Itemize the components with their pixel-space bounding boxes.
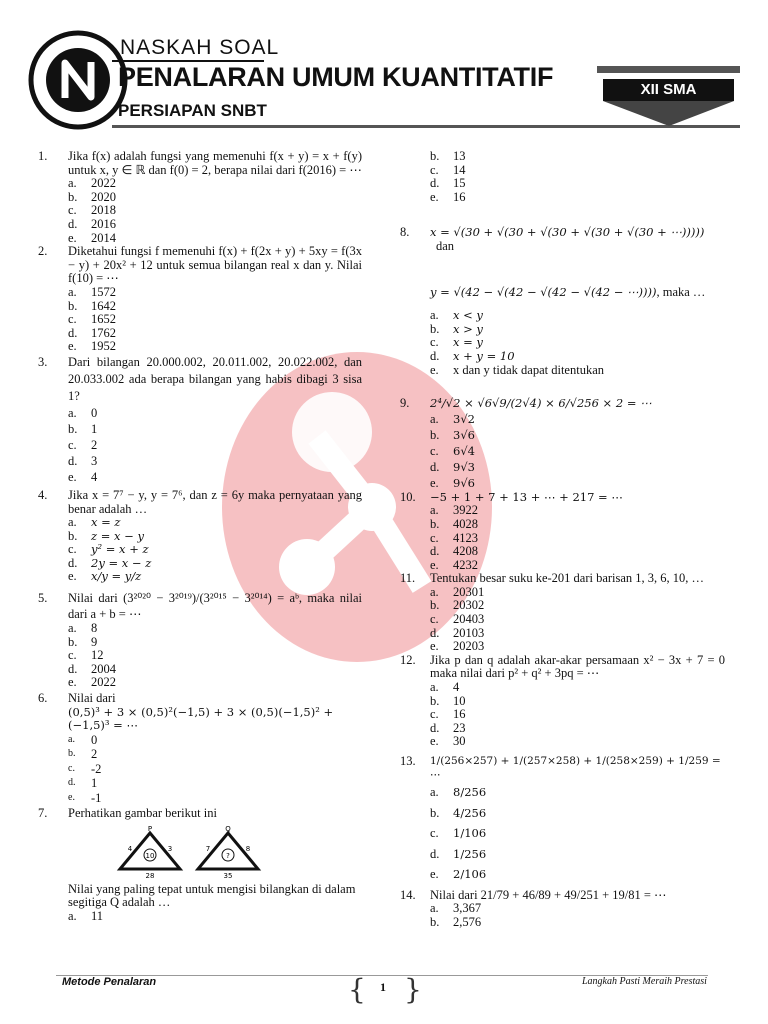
question-number: 9. [400,396,410,411]
option [430,599,725,613]
question-number: 8. [400,225,410,240]
option-letter: c. [68,542,77,557]
option-letter: a. [68,176,77,191]
question-3 [38,354,362,405]
option [430,459,725,475]
question-2 [38,245,362,286]
question-expression: (−1,5)³ = ⋯ [68,718,138,733]
option-letter: e. [430,639,439,654]
option [430,411,725,427]
option-text: 4 [91,469,98,484]
option-text: y² = x + z [91,542,149,557]
option [430,350,725,364]
question-text: Nilai dari (3²⁰²⁰ − 3²⁰¹⁹)/(3²⁰¹⁵ − 3²⁰¹⁴) = aᵇ, maka nilai dari a + b = ⋯ [68,591,362,622]
fig-p-bottom: 28 [145,871,155,880]
question-number: 1. [38,149,48,163]
option-text: 2020 [91,189,116,204]
right-column [400,150,725,929]
option-letter: b. [430,693,440,708]
indent [38,883,68,910]
option [68,191,362,205]
options-3 [68,405,362,485]
question-text: , maka … [656,284,706,299]
question-number: 14. [400,887,416,902]
series-label: NASKAH SOAL [120,36,280,59]
option-letter: a. [430,411,439,426]
option [430,613,725,627]
question-body [430,226,725,253]
footer-right-text: Langkah Pasti Meraih Prestasi [582,976,707,987]
options-4 [68,516,362,584]
option-letter: b. [68,189,78,204]
option-letter: d. [68,777,76,789]
question-expression: (0,5)³ + 3 × (0,5)²(−1,5) + 3 × (0,5)(−1,5)² + [68,704,334,719]
options-7 [68,910,362,924]
option [68,622,362,636]
option [430,191,725,205]
option-letter: e. [68,791,75,803]
question-6 [38,692,362,733]
option-text: 1952 [91,339,116,354]
option-text: 1642 [91,298,116,313]
option [68,910,362,924]
option [430,443,725,459]
option-text: 10 [453,693,466,708]
option-text: 2016 [91,216,116,231]
option-letter: b. [430,149,440,163]
option-letter: a. [430,680,439,695]
question-text: 1/(256×257) + 1/(257×258) + 1/(258×259) + 1/259 = ⋯ [430,755,721,781]
option [68,663,362,677]
option [68,405,362,421]
option-letter: b. [430,427,440,442]
question-9 [400,397,725,411]
option-letter: c. [430,162,439,177]
option-letter: e. [68,569,77,584]
option [68,676,362,690]
page-number: 1 [380,980,386,994]
option-text: 1/106 [453,826,487,841]
question-text: −5 + 1 + 7 + 13 + ⋯ + 217 = ⋯ [430,489,623,504]
grade-label: XII SMA [603,79,734,101]
option-letter: b. [68,298,78,313]
option-text: 23 [453,720,466,735]
option [68,791,362,806]
question-number: 10. [400,489,416,504]
option-text: x = z [91,515,121,530]
option [430,586,725,600]
fig-q-label: Q [225,824,231,833]
option [430,545,725,559]
option [430,559,725,573]
left-brace-icon: { [348,973,366,1006]
option-letter: e. [430,734,439,749]
question-text: Dari bilangan 20.000.002, 20.011.002, 20.022.002, dan 20.033.002 ada berapa bilangan yang habis dibagi 3 sisa 1? [68,354,362,403]
option-letter: c. [430,707,439,722]
option-letter: a. [68,621,77,636]
question-7 [38,807,362,821]
question-11 [400,572,725,586]
option-text: 2/106 [453,867,487,882]
option-letter: d. [430,625,440,640]
question-number: 6. [38,691,48,706]
option [68,747,362,762]
option-text: 1572 [91,284,116,299]
triangle-figure [78,823,338,880]
option-text: 9√6 [453,475,475,490]
options-2 [68,286,362,354]
option [68,530,362,544]
option [68,177,362,191]
option [430,803,725,824]
option [68,300,362,314]
page-header [0,0,768,135]
option [430,177,725,191]
question-number: 5. [38,591,48,606]
option [430,364,725,378]
grade-bar [597,66,740,73]
options-6 [68,733,362,806]
option-letter: c. [68,312,77,327]
option-letter: a. [430,308,439,323]
question-text: Diketahui fungsi f memenuhi f(x) + f(2x + y) + 5xy = f(3x − y) + 20x² + 12 untuk semua bilangan real x dan y. Nilai f(10) = ⋯ [68,244,362,286]
question-10 [400,491,725,505]
option-letter: c. [68,648,77,663]
option-letter: a. [68,284,77,299]
question-text: Nilai yang paling tepat untuk mengisi bilangkan di dalam segitiga Q adalah … [68,881,356,910]
option [430,336,725,350]
option-text: 20103 [453,625,485,640]
option [68,570,362,584]
option-text: 16 [453,189,466,204]
option [430,164,725,178]
question-body [68,692,362,733]
option-text: 15 [453,176,466,191]
option-text: 14 [453,162,466,177]
option-letter: d. [430,459,440,474]
options-1 [68,177,362,245]
logo-n-icon [28,30,128,130]
option-text: x < y [453,308,483,323]
option-letter: e. [68,230,77,245]
question-text: Nilai dari 21/79 + 46/89 + 49/251 + 19/81 = ⋯ [430,887,667,902]
indent [400,286,430,300]
question-text: Jika x = 7⁷ − y, y = 7⁶, dan z = 6y maka pernyataan yang benar adalah … [68,487,362,516]
option-text: 4/256 [453,805,487,820]
question-number: 3. [38,354,48,369]
option [68,218,362,232]
question-12 [400,654,725,681]
option [68,776,362,791]
option-text: 30 [453,734,466,749]
option-text: 13 [453,149,466,163]
option [68,557,362,571]
option-letter: d. [68,453,78,468]
option-letter: e. [68,469,77,484]
option-letter: e. [430,362,439,377]
option-text: 2 [91,747,98,762]
grade-badge [597,66,740,126]
option-text: 0 [91,732,98,747]
option-letter: a. [430,785,439,800]
option-text: x/y = y/z [91,569,142,584]
option-letter: e. [68,675,77,690]
option [430,504,725,518]
page-title: PENALARAN UMUM KUANTITATIF [118,62,554,92]
option [430,735,725,749]
option [430,844,725,865]
option-text: 2022 [91,176,116,191]
option-text: 1762 [91,325,116,340]
option-letter: c. [430,530,439,545]
option-letter: d. [430,720,440,735]
option-text: 4208 [453,544,478,559]
option-letter: b. [68,421,78,436]
option-text: 16 [453,707,466,722]
option-text: 2,576 [453,914,482,929]
fig-p-left: 4 [127,844,133,853]
fig-q-center: ? [226,851,230,860]
option-letter: e. [430,189,439,204]
option-text: 20403 [453,612,485,627]
question-number: 7. [38,806,48,821]
option-letter: c. [430,335,439,350]
option-letter: e. [430,867,439,882]
option-text: 2018 [91,203,116,218]
option-text: 9√3 [453,459,475,474]
option [68,340,362,354]
fig-p-label: P [147,824,153,833]
options-9 [430,411,725,491]
question-text: dan [436,238,455,253]
option [430,475,725,491]
grade-arrow-icon [597,101,740,126]
option-letter: b. [430,598,440,613]
fig-q-bottom: 35 [223,871,233,880]
option-letter: e. [430,475,439,490]
option-letter: c. [68,203,77,218]
option-letter: a. [68,908,77,923]
option [430,722,725,736]
option [68,232,362,246]
option-text: 4232 [453,557,478,572]
option-text: 4 [453,680,460,695]
question-text: Perhatikan gambar berikut ini [68,806,217,821]
fig-q-left: 7 [205,844,211,853]
question-13 [400,755,725,782]
question-number: 11. [400,571,416,586]
option-letter: d. [68,325,78,340]
option-text: 0 [91,405,98,420]
option-text: 9 [91,634,98,649]
option [430,916,725,930]
option-text: 6√4 [453,443,475,458]
option-letter: b. [430,914,440,929]
option-letter: a. [430,584,439,599]
option-letter: c. [68,437,77,452]
option-letter: b. [430,516,440,531]
option-letter: e. [68,339,77,354]
option [68,204,362,218]
option-letter: b. [430,321,440,336]
option [430,427,725,443]
option-letter: c. [430,826,439,841]
option-letter: d. [68,555,78,570]
option [430,823,725,844]
question-text: Jika p dan q adalah akar-akar persamaan x² − 3x + 7 = 0 maka nilai dari p² + q² + 3pq = ⋯ [430,652,725,681]
options-10 [430,504,725,572]
option-text: 8 [91,621,98,636]
option-letter: d. [430,176,440,191]
option [430,150,725,164]
question-number: 13. [400,754,416,768]
question-8 [400,226,725,253]
option-letter: b. [68,748,76,760]
option [68,469,362,485]
page-subtitle: PERSIAPAN SNBT [118,101,267,120]
options-12 [430,681,725,749]
option-letter: d. [68,661,78,676]
option [430,309,725,323]
right-brace-icon: } [404,973,422,1006]
options-11 [430,586,725,654]
question-expression: y = √(42 − √(42 − √(42 − √(42 − ⋯)))) [430,284,657,299]
option [68,762,362,777]
option [430,627,725,641]
question-text: Tentukan besar suku ke-201 dari barisan 1, 3, 6, 10, … [430,571,705,586]
question-number: 2. [38,244,48,259]
question-4 [38,489,362,516]
options-14 [430,902,725,929]
question-number: 12. [400,652,416,667]
option-letter: b. [430,805,440,820]
question-body [430,286,725,300]
question-text: Nilai dari [68,691,116,706]
option-text: 1 [91,421,98,436]
option-text: 3 [91,453,98,468]
option [430,518,725,532]
option [68,421,362,437]
options-7-continued [430,150,725,204]
option-text: -2 [91,761,102,776]
option-text: x dan y tidak dapat ditentukan [453,362,605,377]
option-text: x = y [453,335,483,350]
option-letter: c. [430,612,439,627]
option [430,532,725,546]
option [430,708,725,722]
left-column [38,150,362,923]
option [430,323,725,337]
option-text: 4123 [453,530,478,545]
options-5 [68,622,362,690]
question-5 [38,590,362,622]
option-text: z = x − y [91,528,144,543]
question-1 [38,150,362,177]
option-text: 20301 [453,584,485,599]
option-text: 3√2 [453,411,475,426]
option [68,649,362,663]
option [68,516,362,530]
option-letter: b. [68,528,78,543]
option-text: 2022 [91,675,116,690]
option-letter: b. [68,634,78,649]
option-text: 8/256 [453,785,487,800]
option [68,437,362,453]
footer-left-text: Metode Penalaran [62,976,157,988]
fig-q-right: 8 [245,844,251,853]
option-text: 3,367 [453,901,482,916]
option [68,453,362,469]
question-text: 2⁴/√2 × √6√9/(2√4) × 6/√256 × 2 = ⋯ [430,396,652,411]
option [430,695,725,709]
question-expression: x = √(30 + √(30 + √(30 + √(30 + √(30 + ⋯))))) [430,225,705,240]
option-text: 1652 [91,312,116,327]
fig-p-right: 3 [167,844,173,853]
option-letter: d. [430,348,440,363]
question-7-prompt [38,883,362,910]
option-letter: d. [68,216,78,231]
option-letter: e. [430,557,439,572]
option [430,864,725,885]
page-footer [0,960,768,1024]
options-13 [430,782,725,885]
option-letter: a. [430,503,439,518]
option-text: 11 [91,908,104,923]
option-letter: d. [430,846,440,861]
options-8 [430,309,725,377]
option-text: 4028 [453,516,478,531]
option [68,327,362,341]
option-text: 12 [91,648,104,663]
option-text: 3922 [453,503,478,518]
option-text: 1/256 [453,846,487,861]
question-8-y [400,286,725,300]
option-text: 3√6 [453,427,475,442]
question-text: Jika f(x) adalah fungsi yang memenuhi f(x + y) = x + f(y) untuk x, y ∈ ℝ dan f(0) = 2, berapa nilai dari f(2016) = ⋯ [68,149,362,177]
option [430,902,725,916]
option-text: x + y = 10 [453,348,515,363]
option-text: 20203 [453,639,485,654]
option [430,782,725,803]
option-text: 1 [91,776,98,791]
option [68,636,362,650]
option-letter: a. [430,901,439,916]
option-text: 2004 [91,661,116,676]
option-letter: d. [430,544,440,559]
option-letter: c. [68,762,75,774]
option [68,286,362,300]
option-text: 2014 [91,230,116,245]
option-text: 20302 [453,598,485,613]
option-text: 2y = x − z [91,555,152,570]
question-14 [400,889,725,903]
option-text: x > y [453,321,483,336]
question-number: 4. [38,487,48,502]
option [68,733,362,748]
option [68,543,362,557]
option-letter: a. [68,515,77,530]
option-text: -1 [91,790,102,805]
option [68,313,362,327]
option [430,640,725,654]
option-text: 2 [91,437,98,452]
option-letter: a. [68,733,75,745]
option-letter: c. [430,443,439,458]
option-letter: a. [68,405,77,420]
fig-p-center: 10 [145,851,155,860]
option [430,681,725,695]
